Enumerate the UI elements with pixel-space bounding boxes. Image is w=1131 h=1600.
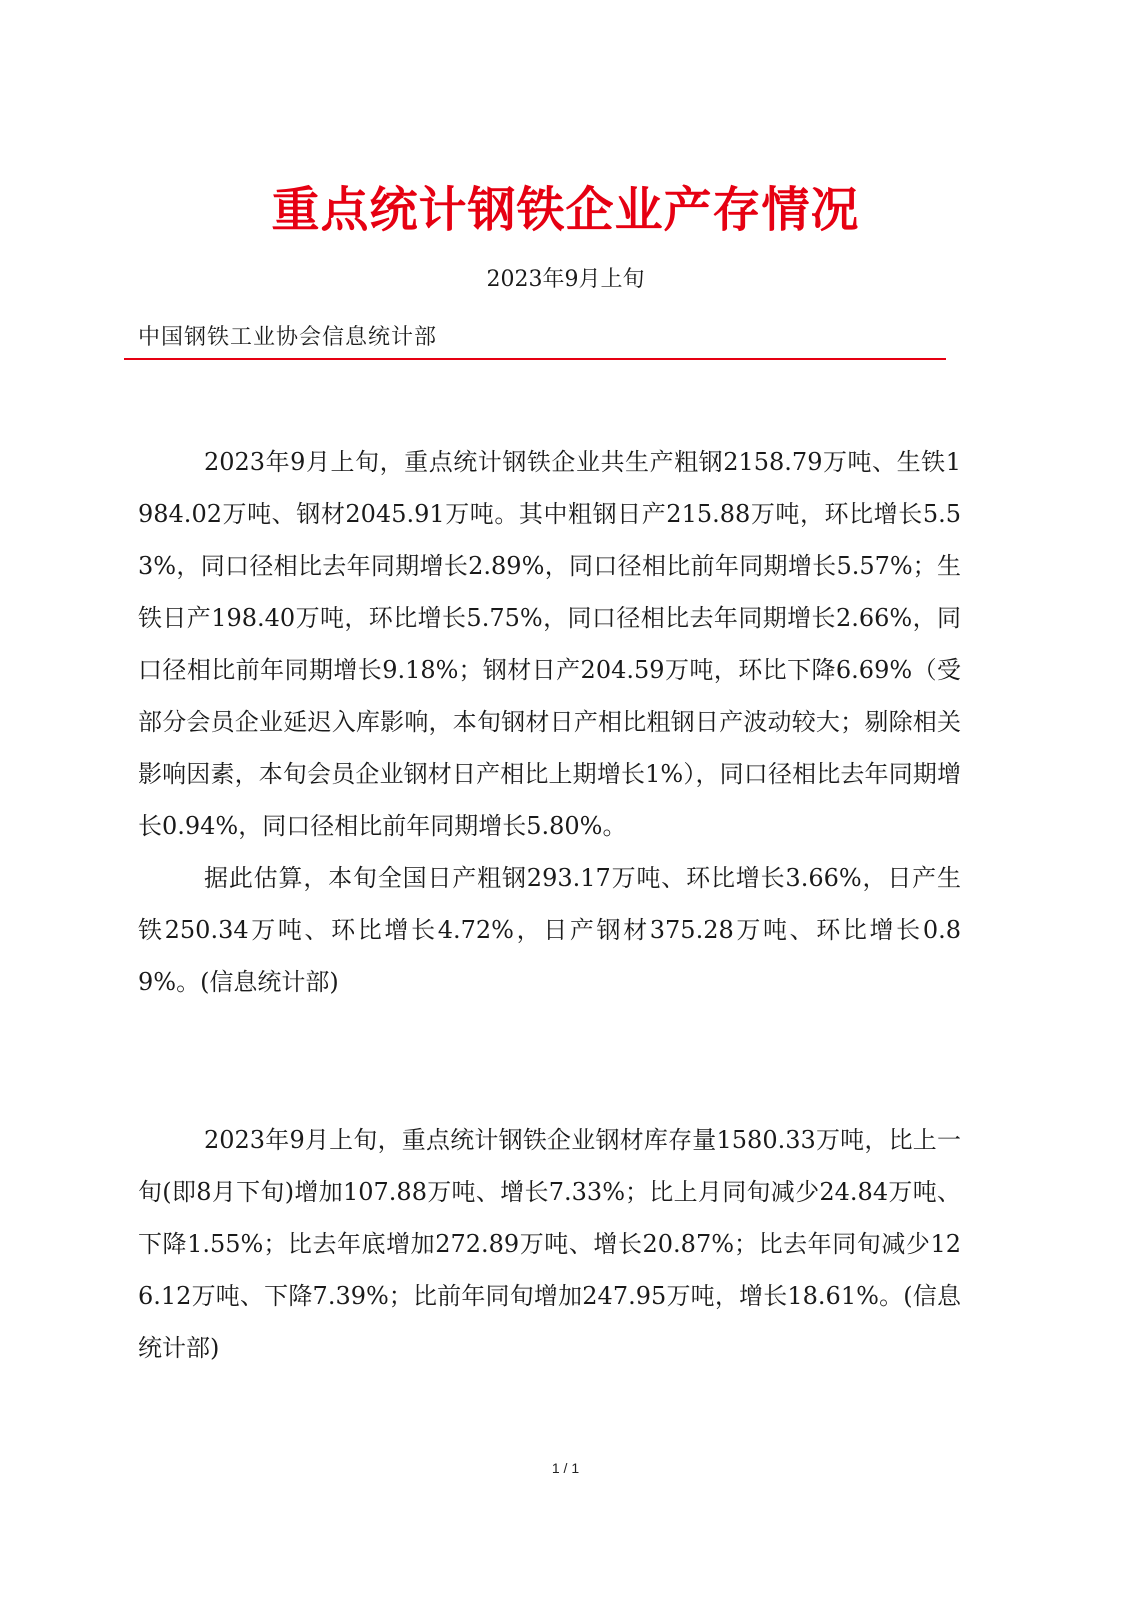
production-paragraph: 2023年9月上旬，重点统计钢铁企业共生产粗钢2158.79万吨、生铁1984.02万吨、钢材2045.91万吨。其中粗钢日产215.88万吨，环比增长5.53%，同口径相比去年同期增长2.89%，同口径相比前年同期增长5.57%；生铁日产198.40万吨，环比增长5.75%，同口径相比去年同期增长2.66%，同口径相比前年同期增长9.18%；钢材日产204.59万吨，环比下降6.69%（受部分会员企业延迟入库影响，本旬钢材日产相比粗钢日产波动较大；剔除相关影响因素，本旬会员企业钢材日产相比上期增长1%），同口径相比去年同期增长0.94%，同口径相比前年同期增长5.80%。	[138, 448, 961, 840]
page-number: 1 / 1	[551, 1460, 580, 1476]
document-title: 重点统计钢铁企业产存情况	[271, 182, 860, 238]
document-date: 2023年9月上旬	[486, 267, 645, 292]
national-estimate-paragraph: 据此估算，本旬全国日产粗钢293.17万吨、环比增长3.66%，日产生铁250.34万吨、环比增长4.72%，日产钢材375.28万吨、环比增长0.89%。(信息统计部)	[138, 864, 961, 996]
inventory-section	[138, 1114, 961, 1374]
issuing-organization: 中国钢铁工业协会信息统计部	[138, 325, 438, 350]
inventory-paragraph: 2023年9月上旬，重点统计钢铁企业钢材库存量1580.33万吨，比上一旬(即8月下旬)增加107.88万吨、增长7.33%；比上月同旬减少24.84万吨、下降1.55%；比去年底增加272.89万吨、增长20.87%；比去年同旬减少126.12万吨、下降7.39%；比前年同旬增加247.95万吨，增长18.61%。(信息统计部)	[138, 1126, 961, 1362]
production-section	[138, 436, 961, 1008]
header-divider	[124, 358, 946, 360]
